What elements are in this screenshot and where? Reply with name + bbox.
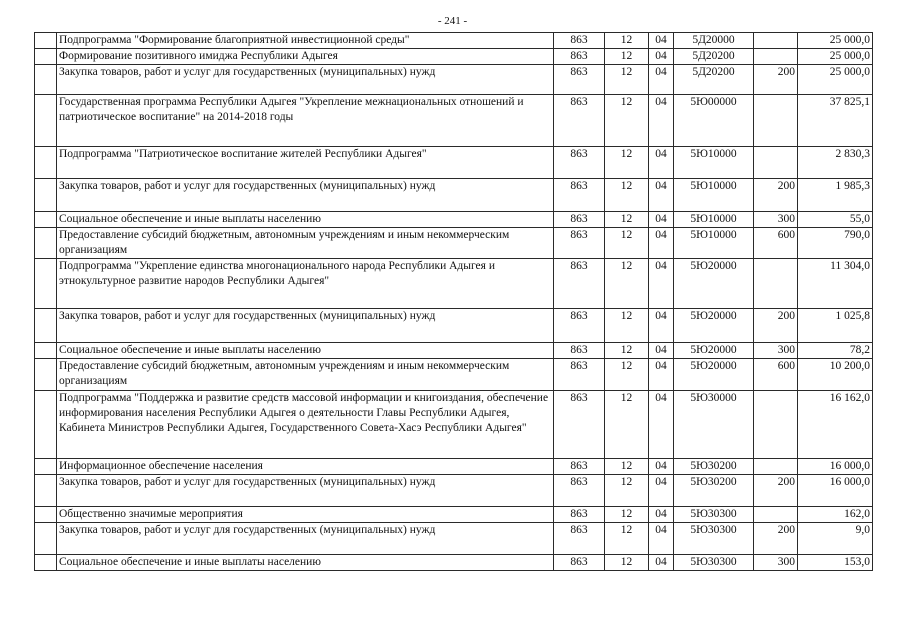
target-article-code: 5Ю30200 — [674, 475, 754, 507]
expense-type-code: 200 — [754, 309, 798, 343]
target-article-code: 5Ю20000 — [674, 359, 754, 391]
table-row — [35, 555, 873, 571]
expense-type-code — [754, 459, 798, 475]
amount: 16 000,0 — [798, 475, 873, 507]
target-article-code: 5Ю10000 — [674, 147, 754, 179]
table-row — [35, 49, 873, 65]
section-code: 12 — [605, 391, 649, 459]
expense-type-code: 300 — [754, 343, 798, 359]
amount: 25 000,0 — [798, 33, 873, 49]
expense-type-code: 200 — [754, 475, 798, 507]
department-code: 863 — [554, 33, 605, 49]
target-article-code: 5Ю30300 — [674, 555, 754, 571]
target-article-code: 5Ю10000 — [674, 179, 754, 212]
department-code: 863 — [554, 212, 605, 228]
expense-type-code: 600 — [754, 228, 798, 259]
subsection-code: 04 — [649, 95, 674, 147]
item-name: Закупка товаров, работ и услуг для государственных (муниципальных) нужд — [57, 309, 554, 343]
amount: 1 985,3 — [798, 179, 873, 212]
target-article-code: 5Ю30300 — [674, 507, 754, 523]
section-code: 12 — [605, 259, 649, 309]
subsection-code: 04 — [649, 147, 674, 179]
section-code: 12 — [605, 309, 649, 343]
target-article-code: 5Д20200 — [674, 49, 754, 65]
expense-type-code — [754, 507, 798, 523]
row-blank-cell — [35, 309, 57, 343]
department-code: 863 — [554, 391, 605, 459]
expense-type-code — [754, 33, 798, 49]
item-name: Подпрограмма "Патриотическое воспитание жителей Республики Адыгея" — [57, 147, 554, 179]
expense-type-code — [754, 95, 798, 147]
item-name: Предоставление субсидий бюджетным, автономным учреждениям и иным некоммерческим организациям — [57, 359, 554, 391]
table-row — [35, 228, 873, 259]
row-blank-cell — [35, 212, 57, 228]
amount: 37 825,1 — [798, 95, 873, 147]
row-blank-cell — [35, 33, 57, 49]
department-code: 863 — [554, 179, 605, 212]
section-code: 12 — [605, 523, 649, 555]
section-code: 12 — [605, 555, 649, 571]
row-blank-cell — [35, 475, 57, 507]
item-name: Общественно значимые мероприятия — [57, 507, 554, 523]
subsection-code: 04 — [649, 555, 674, 571]
expense-type-code — [754, 49, 798, 65]
target-article-code: 5Ю10000 — [674, 212, 754, 228]
target-article-code: 5Ю00000 — [674, 95, 754, 147]
row-blank-cell — [35, 228, 57, 259]
department-code: 863 — [554, 65, 605, 95]
subsection-code: 04 — [649, 523, 674, 555]
department-code: 863 — [554, 259, 605, 309]
target-article-code: 5Ю20000 — [674, 343, 754, 359]
amount: 55,0 — [798, 212, 873, 228]
item-name: Подпрограмма "Укрепление единства многонационального народа Республики Адыгея и этнокультурное развитие народов Республики Адыгея" — [57, 259, 554, 309]
amount: 11 304,0 — [798, 259, 873, 309]
item-name: Социальное обеспечение и иные выплаты населению — [57, 343, 554, 359]
section-code: 12 — [605, 475, 649, 507]
item-name: Закупка товаров, работ и услуг для государственных (муниципальных) нужд — [57, 475, 554, 507]
subsection-code: 04 — [649, 507, 674, 523]
table-row — [35, 179, 873, 212]
budget-table-body — [35, 33, 873, 571]
row-blank-cell — [35, 523, 57, 555]
item-name: Предоставление субсидий бюджетным, автономным учреждениям и иным некоммерческим организациям — [57, 228, 554, 259]
target-article-code: 5Д20200 — [674, 65, 754, 95]
expense-type-code — [754, 259, 798, 309]
item-name: Государственная программа Республики Адыгея "Укрепление межнациональных отношений и патриотическое воспитание" на 2014-2018 годы — [57, 95, 554, 147]
amount: 2 830,3 — [798, 147, 873, 179]
row-blank-cell — [35, 391, 57, 459]
section-code: 12 — [605, 507, 649, 523]
row-blank-cell — [35, 259, 57, 309]
row-blank-cell — [35, 179, 57, 212]
department-code: 863 — [554, 359, 605, 391]
table-row — [35, 147, 873, 179]
section-code: 12 — [605, 65, 649, 95]
table-row — [35, 33, 873, 49]
subsection-code: 04 — [649, 33, 674, 49]
expense-type-code: 300 — [754, 212, 798, 228]
department-code: 863 — [554, 228, 605, 259]
row-blank-cell — [35, 507, 57, 523]
table-row — [35, 523, 873, 555]
subsection-code: 04 — [649, 212, 674, 228]
department-code: 863 — [554, 95, 605, 147]
table-row — [35, 475, 873, 507]
subsection-code: 04 — [649, 343, 674, 359]
section-code: 12 — [605, 212, 649, 228]
page-number: - 241 - — [437, 15, 468, 27]
table-row — [35, 212, 873, 228]
amount: 78,2 — [798, 343, 873, 359]
row-blank-cell — [35, 359, 57, 391]
row-blank-cell — [35, 343, 57, 359]
item-name: Закупка товаров, работ и услуг для государственных (муниципальных) нужд — [57, 65, 554, 95]
table-row — [35, 507, 873, 523]
section-code: 12 — [605, 343, 649, 359]
target-article-code: 5Ю30200 — [674, 459, 754, 475]
amount: 10 200,0 — [798, 359, 873, 391]
expense-type-code — [754, 391, 798, 459]
item-name: Закупка товаров, работ и услуг для государственных (муниципальных) нужд — [57, 179, 554, 212]
row-blank-cell — [35, 49, 57, 65]
expense-type-code: 600 — [754, 359, 798, 391]
target-article-code: 5Ю30300 — [674, 523, 754, 555]
department-code: 863 — [554, 309, 605, 343]
target-article-code: 5Д20000 — [674, 33, 754, 49]
section-code: 12 — [605, 33, 649, 49]
amount: 25 000,0 — [798, 65, 873, 95]
department-code: 863 — [554, 475, 605, 507]
subsection-code: 04 — [649, 179, 674, 212]
item-name: Информационное обеспечение населения — [57, 459, 554, 475]
item-name: Закупка товаров, работ и услуг для государственных (муниципальных) нужд — [57, 523, 554, 555]
amount: 153,0 — [798, 555, 873, 571]
row-blank-cell — [35, 459, 57, 475]
amount: 16 162,0 — [798, 391, 873, 459]
amount: 162,0 — [798, 507, 873, 523]
table-row — [35, 65, 873, 95]
target-article-code: 5Ю10000 — [674, 228, 754, 259]
subsection-code: 04 — [649, 49, 674, 65]
target-article-code: 5Ю30000 — [674, 391, 754, 459]
table-row — [35, 343, 873, 359]
budget-table — [34, 32, 873, 571]
item-name: Формирование позитивного имиджа Республики Адыгея — [57, 49, 554, 65]
section-code: 12 — [605, 49, 649, 65]
department-code: 863 — [554, 555, 605, 571]
department-code: 863 — [554, 507, 605, 523]
item-name: Социальное обеспечение и иные выплаты населению — [57, 212, 554, 228]
department-code: 863 — [554, 147, 605, 179]
section-code: 12 — [605, 459, 649, 475]
subsection-code: 04 — [649, 259, 674, 309]
subsection-code: 04 — [649, 391, 674, 459]
subsection-code: 04 — [649, 309, 674, 343]
expense-type-code: 300 — [754, 555, 798, 571]
section-code: 12 — [605, 359, 649, 391]
section-code: 12 — [605, 95, 649, 147]
item-name: Социальное обеспечение и иные выплаты населению — [57, 555, 554, 571]
subsection-code: 04 — [649, 359, 674, 391]
expense-type-code — [754, 147, 798, 179]
row-blank-cell — [35, 65, 57, 95]
row-blank-cell — [35, 147, 57, 179]
table-row — [35, 309, 873, 343]
table-row — [35, 95, 873, 147]
department-code: 863 — [554, 343, 605, 359]
expense-type-code: 200 — [754, 179, 798, 212]
department-code: 863 — [554, 49, 605, 65]
amount: 16 000,0 — [798, 459, 873, 475]
section-code: 12 — [605, 179, 649, 212]
amount: 1 025,8 — [798, 309, 873, 343]
amount: 9,0 — [798, 523, 873, 555]
department-code: 863 — [554, 523, 605, 555]
target-article-code: 5Ю20000 — [674, 259, 754, 309]
row-blank-cell — [35, 95, 57, 147]
subsection-code: 04 — [649, 475, 674, 507]
target-article-code: 5Ю20000 — [674, 309, 754, 343]
section-code: 12 — [605, 147, 649, 179]
table-row — [35, 259, 873, 309]
subsection-code: 04 — [649, 228, 674, 259]
row-blank-cell — [35, 555, 57, 571]
item-name: Подпрограмма "Формирование благоприятной инвестиционной среды" — [57, 33, 554, 49]
expense-type-code: 200 — [754, 65, 798, 95]
department-code: 863 — [554, 459, 605, 475]
subsection-code: 04 — [649, 459, 674, 475]
amount: 790,0 — [798, 228, 873, 259]
table-row — [35, 391, 873, 459]
subsection-code: 04 — [649, 65, 674, 95]
table-row — [35, 359, 873, 391]
section-code: 12 — [605, 228, 649, 259]
table-row — [35, 459, 873, 475]
amount: 25 000,0 — [798, 49, 873, 65]
item-name: Подпрограмма "Поддержка и развитие средств массовой информации и книгоиздания, обеспечение информирования населения Республики Адыгея о деятельности Главы Республики Адыгея, Кабинета Министров Республики Адыгея, Государственного Совета-Хасэ Республики Адыгея" — [57, 391, 554, 459]
expense-type-code: 200 — [754, 523, 798, 555]
